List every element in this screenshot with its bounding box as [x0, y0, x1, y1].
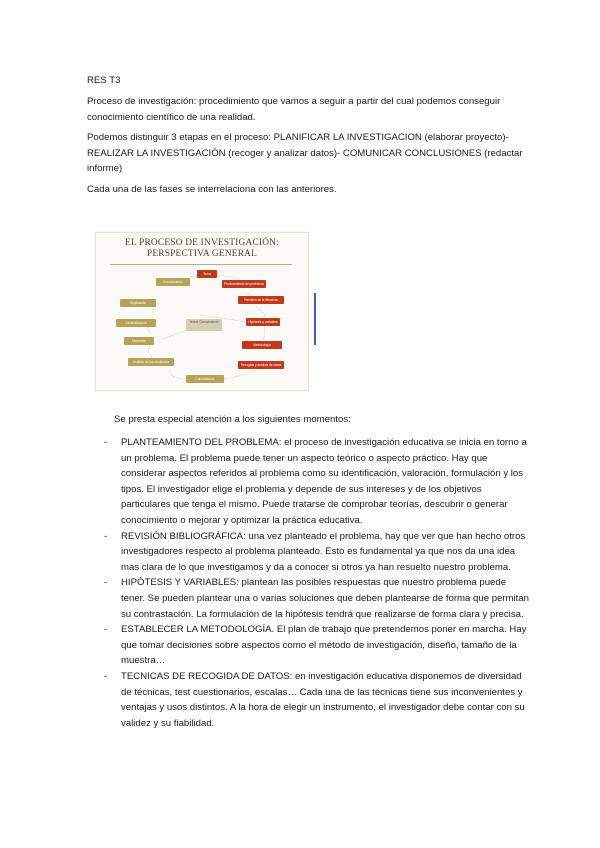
list-dash: -: [104, 437, 108, 448]
node-conocimiento: Conocimiento: [156, 278, 190, 286]
node-analisis: Análisis de los resultados: [128, 358, 174, 366]
list-dash: -: [104, 670, 108, 682]
list-item-text: HIPÓTESIS Y VARIABLES: plantean las posibles respuestas que nuestro problema puede tener. Se pueden plantear una o varias soluciones que deben plantearse de forma que permitan su contrastación. La formulación de la hipótesis tendrá que realizarse de forma clara y precisa.: [121, 577, 530, 620]
node-recogida: Recogida y análisis de datos: [238, 361, 284, 369]
list-dash: -: [104, 530, 108, 542]
list-item: [97, 435, 529, 529]
node-metodologia: Metodología: [242, 341, 282, 349]
list-item: [97, 529, 529, 576]
list-item: [97, 575, 529, 622]
list-item-text: ESTABLECER LA METODOLOGÍA. El plan de trabajo que pretendemos poner en marcha. Hay que tomar decisiones sobre aspectos como el método de investigación, diseño, tamaño de la muestra…: [121, 624, 527, 667]
node-discusion: Discusión: [124, 337, 154, 345]
node-replicacion: Replicación: [120, 299, 156, 307]
node-conclusiones: Conclusiones: [186, 375, 224, 383]
list-item-text: REVISIÓN BIBLIOGRÁFICA: una vez planteado el problema, hay que ver que han hecho otros investigadores respecto al problema planteado. Esto es fundamental ya que nos da una idea mas clara de lo que investigamos y da a conocer si otros ya han resuelto nuestro problema.: [121, 530, 526, 573]
text-cursor: [314, 293, 316, 345]
list-item: [97, 622, 529, 669]
phases-paragraph: Cada una de las fases se interrelaciona con las anteriores.: [87, 184, 337, 195]
list-dash: -: [104, 577, 108, 589]
node-generalizacion: Generalización: [116, 319, 156, 327]
node-revision: Revisión de la literatura: [238, 296, 284, 304]
process-diagram-image: [95, 232, 309, 391]
diagram-title-line1: EL PROCESO DE INVESTIGACIÓN:: [125, 238, 279, 248]
list-dash: -: [104, 624, 108, 636]
node-teoria: Teoría Conocimiento: [186, 319, 222, 331]
list-item-text: TECNICAS DE RECOGIDA DE DATOS: en investigación educativa disponemos de diversidad de técnicas, test cuestionarios, escalas… Cada una de las técnicas tiene sus inconvenientes y ventajas y usos distintos. A la hora de elegir un instrumento, el investigador debe contar con su validez y su fiabilidad.: [121, 670, 525, 729]
moments-list: [97, 435, 529, 731]
node-tema: Tema: [197, 270, 217, 278]
node-planteamiento: Planteamiento del problema: [222, 280, 266, 288]
moments-paragraph: Se presta especial atención a los siguientes momentos:: [114, 414, 351, 425]
doc-title: RES T3: [87, 75, 121, 86]
list-item: [97, 669, 529, 731]
intro-paragraph: Proceso de investigación: procedimiento que vamos a seguir a partir del cual podemos conseguir conocimiento científico de una realidad.: [87, 96, 501, 123]
stages-paragraph: Podemos distinguir 3 etapas en el proceso: PLANIFICAR LA INVESTIGACION (elaborar proyecto)- REALIZAR LA INVESTIGACIÓN (recoger y analizar datos)- COMUNICAR CONCLUSIONES (redactar informe): [87, 132, 523, 175]
diagram-title-line2: PERSPECTIVA GENERAL: [146, 249, 258, 259]
list-item-text: PLANTEAMIENTO DEL PROBLEMA: el proceso de investigación educativa se inicia en torno a un problema. El problema puede tener un aspecto teórico o aspecto práctico. Hay que considerar aspectos referidos al problema como su identificación, valoración, formulación y los tipos. El investigador elige el problema y depende de sus intereses y de los objetivos particulares que tenga el mismo. Puede tratarse de comprobar teorías, descubrir o generar conocimiento o mejorar y optimizar la práctica educativa.: [121, 437, 527, 526]
node-hipotesis: Hipótesis y variables: [246, 318, 280, 326]
